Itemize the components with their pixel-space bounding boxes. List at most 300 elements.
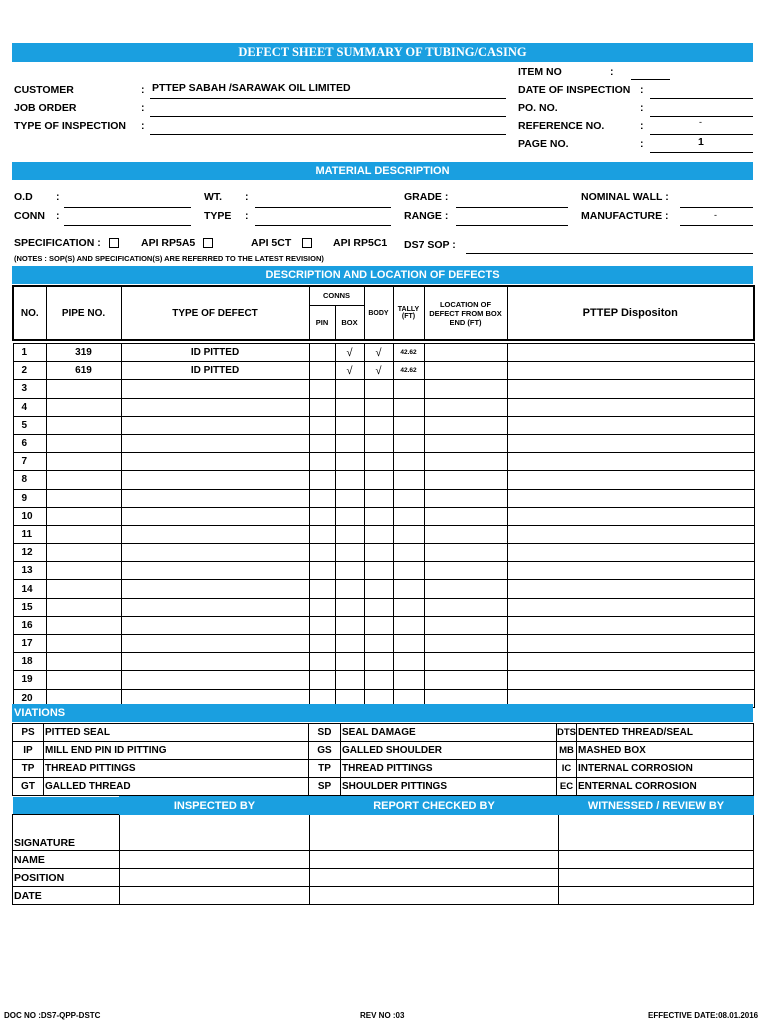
location-cell[interactable] (424, 653, 507, 671)
spec-option-5ct: API 5CT (251, 237, 292, 249)
manufacture-value: - (714, 210, 717, 220)
date-label: DATE (13, 887, 120, 905)
grade-field[interactable] (456, 207, 568, 208)
od-field[interactable] (64, 207, 191, 208)
abbreviation-description: THREAD PITTINGS (341, 760, 557, 778)
disposition-cell[interactable] (507, 434, 754, 452)
abbreviation-description: SEAL DAMAGE (341, 724, 557, 742)
col-header-conns: CONNS (309, 286, 364, 305)
pin-cell[interactable] (309, 380, 335, 398)
colon: : (640, 120, 644, 132)
job-order-field[interactable] (150, 116, 506, 117)
col-header-pipe-no: PIPE NO. (46, 286, 121, 340)
box-cell[interactable] (335, 562, 364, 580)
body-cell[interactable] (364, 525, 393, 543)
inspected-by-date[interactable] (120, 887, 310, 905)
box-cell[interactable] (335, 525, 364, 543)
pin-cell[interactable] (309, 635, 335, 653)
row-number: 13 (13, 562, 46, 580)
type-of-defect-cell[interactable] (121, 380, 309, 398)
document-title: DEFECT SHEET SUMMARY OF TUBING/CASING (12, 43, 753, 62)
pipe-no-cell[interactable] (46, 598, 121, 616)
location-cell[interactable] (424, 362, 507, 380)
row-number: 11 (13, 525, 46, 543)
row-number: 19 (13, 671, 46, 689)
abbreviation-row (13, 760, 754, 778)
abbreviation-code: TP (13, 760, 44, 778)
tally-cell[interactable] (393, 471, 424, 489)
witnessed-date[interactable] (559, 887, 754, 905)
col-header-box: BOX (335, 305, 364, 340)
location-cell[interactable] (424, 453, 507, 471)
location-cell[interactable] (424, 344, 507, 362)
row-number: 15 (13, 598, 46, 616)
tally-cell[interactable] (393, 635, 424, 653)
reference-no-label: REFERENCE NO. (518, 120, 605, 132)
customer-label: CUSTOMER (14, 84, 74, 96)
colon: : (245, 210, 249, 222)
disposition-cell[interactable] (507, 453, 754, 471)
body-cell[interactable] (364, 616, 393, 634)
pin-cell[interactable] (309, 471, 335, 489)
body-cell[interactable]: √ (364, 362, 393, 380)
pipe-no-cell[interactable] (46, 635, 121, 653)
disposition-cell[interactable] (507, 416, 754, 434)
defects-table-body (13, 344, 754, 708)
tally-cell[interactable] (393, 653, 424, 671)
abbreviation-description: PITTED SEAL (44, 724, 309, 742)
row-number: 17 (13, 635, 46, 653)
row-number: 3 (13, 380, 46, 398)
col-header-tally: TALLY (FT) (393, 286, 424, 340)
pipe-no-cell[interactable] (46, 507, 121, 525)
box-cell[interactable]: √ (335, 344, 364, 362)
wt-label: WT. (204, 191, 223, 203)
location-cell[interactable] (424, 416, 507, 434)
inspected-by-position[interactable] (120, 869, 310, 887)
pin-cell[interactable] (309, 489, 335, 507)
pin-cell[interactable] (309, 653, 335, 671)
conn-field[interactable] (64, 225, 191, 226)
abbreviation-description: DENTED THREAD/SEAL (577, 724, 754, 742)
table-row (13, 544, 754, 562)
type-of-defect-cell[interactable] (121, 507, 309, 525)
row-number: 2 (13, 362, 46, 380)
pipe-no-cell[interactable] (46, 471, 121, 489)
row-number: 18 (13, 653, 46, 671)
footer-effective-date: EFFECTIVE DATE:08.01.2016 (648, 1011, 759, 1020)
pipe-no-cell[interactable] (46, 580, 121, 598)
body-cell[interactable] (364, 380, 393, 398)
signoff-header-blank (13, 797, 120, 815)
pin-cell[interactable] (309, 616, 335, 634)
item-no-label: ITEM NO (518, 66, 562, 78)
location-cell[interactable] (424, 616, 507, 634)
location-cell[interactable] (424, 635, 507, 653)
body-cell[interactable] (364, 507, 393, 525)
type-of-inspection-field[interactable] (150, 134, 506, 135)
disposition-cell[interactable] (507, 525, 754, 543)
body-cell[interactable] (364, 489, 393, 507)
col-header-no: NO. (13, 286, 46, 340)
pin-cell[interactable] (309, 416, 335, 434)
table-row (13, 380, 754, 398)
witnessed-position[interactable] (559, 869, 754, 887)
col-header-type-of-defect: TYPE OF DEFECT (121, 286, 309, 340)
abbreviation-code: GS (309, 742, 341, 760)
location-cell[interactable] (424, 562, 507, 580)
report-checked-name[interactable] (310, 851, 559, 869)
body-cell[interactable] (364, 434, 393, 452)
date-of-inspection-label: DATE OF INSPECTION (518, 84, 631, 96)
range-field[interactable] (456, 225, 568, 226)
report-checked-by-header: REPORT CHECKED BY (310, 797, 559, 815)
type-of-defect-cell[interactable] (121, 453, 309, 471)
body-cell[interactable] (364, 598, 393, 616)
disposition-cell[interactable] (507, 580, 754, 598)
grade-label: GRADE : (404, 191, 449, 203)
box-cell[interactable] (335, 653, 364, 671)
body-cell[interactable] (364, 580, 393, 598)
abbreviation-code: TP (309, 760, 341, 778)
colon: : (56, 191, 60, 203)
box-cell[interactable]: √ (335, 362, 364, 380)
abbreviation-code: EC (557, 778, 577, 796)
pipe-no-cell[interactable] (46, 544, 121, 562)
material-description-bar: MATERIAL DESCRIPTION (12, 162, 753, 180)
row-number: 14 (13, 580, 46, 598)
disposition-cell[interactable] (507, 489, 754, 507)
tally-cell[interactable] (393, 580, 424, 598)
report-checked-position[interactable] (310, 869, 559, 887)
location-cell[interactable] (424, 671, 507, 689)
tally-cell[interactable] (393, 434, 424, 452)
customer-underline (150, 98, 506, 99)
table-row (13, 416, 754, 434)
inspected-by-name[interactable] (120, 851, 310, 869)
type-of-defect-cell[interactable] (121, 416, 309, 434)
report-checked-date[interactable] (310, 887, 559, 905)
pipe-no-cell[interactable] (46, 398, 121, 416)
body-cell[interactable] (364, 671, 393, 689)
type-of-defect-cell[interactable] (121, 671, 309, 689)
pin-cell[interactable] (309, 562, 335, 580)
tally-cell[interactable]: 42.62 (393, 344, 424, 362)
colon: : (640, 102, 644, 114)
ds7-sop-label: DS7 SOP : (404, 239, 456, 251)
tally-cell[interactable]: 42.62 (393, 362, 424, 380)
body-cell[interactable] (364, 653, 393, 671)
row-number: 1 (13, 344, 46, 362)
manufacture-field[interactable] (680, 225, 753, 226)
abbreviations-title: VIATIONS (14, 707, 66, 719)
tally-cell[interactable] (393, 671, 424, 689)
pipe-no-cell[interactable] (46, 671, 121, 689)
pipe-no-cell[interactable] (46, 562, 121, 580)
disposition-cell[interactable] (507, 507, 754, 525)
witnessed-by-header: WITNESSED / REVIEW BY (559, 797, 754, 815)
report-checked-signature[interactable] (310, 815, 559, 851)
type-of-defect-cell[interactable] (121, 635, 309, 653)
item-no-field[interactable] (631, 79, 670, 80)
tally-cell[interactable] (393, 489, 424, 507)
pipe-no-cell[interactable]: 619 (46, 362, 121, 380)
col-header-pin: PIN (309, 305, 335, 340)
colon: : (141, 102, 145, 114)
table-row (13, 489, 754, 507)
box-cell[interactable] (335, 471, 364, 489)
disposition-cell[interactable] (507, 471, 754, 489)
wt-field[interactable] (255, 207, 391, 208)
page-no-label: PAGE NO. (518, 138, 569, 150)
row-number: 6 (13, 434, 46, 452)
colon: : (141, 120, 145, 132)
customer-value: PTTEP SABAH /SARAWAK OIL LIMITED (152, 82, 351, 94)
type-of-defect-cell[interactable] (121, 471, 309, 489)
type-of-defect-cell[interactable]: ID PITTED (121, 362, 309, 380)
body-cell[interactable] (364, 416, 393, 434)
table-row (13, 344, 754, 362)
colon: : (245, 191, 249, 203)
date-of-inspection-field[interactable] (650, 98, 753, 99)
location-cell[interactable] (424, 471, 507, 489)
tally-cell[interactable] (393, 598, 424, 616)
body-cell[interactable] (364, 453, 393, 471)
box-cell[interactable] (335, 380, 364, 398)
inspected-by-signature[interactable] (120, 815, 310, 851)
row-number: 4 (13, 398, 46, 416)
pipe-no-cell[interactable] (46, 416, 121, 434)
body-cell[interactable] (364, 544, 393, 562)
pin-cell[interactable] (309, 544, 335, 562)
pin-cell[interactable] (309, 507, 335, 525)
tally-cell[interactable] (393, 453, 424, 471)
table-row (13, 616, 754, 634)
box-cell[interactable] (335, 616, 364, 634)
ds7-sop-field[interactable] (466, 253, 753, 254)
table-row (13, 471, 754, 489)
abbreviation-code: DTS (557, 724, 577, 742)
colon: : (141, 84, 145, 96)
specification-checkbox[interactable] (109, 238, 119, 248)
witnessed-name[interactable] (559, 851, 754, 869)
type-of-defect-cell[interactable] (121, 489, 309, 507)
table-row (13, 671, 754, 689)
pipe-no-cell[interactable] (46, 489, 121, 507)
box-cell[interactable] (335, 453, 364, 471)
tally-cell[interactable] (393, 544, 424, 562)
box-cell[interactable] (335, 434, 364, 452)
abbreviation-code: SP (309, 778, 341, 796)
location-cell[interactable] (424, 580, 507, 598)
box-cell[interactable] (335, 507, 364, 525)
signature-label: SIGNATURE (13, 815, 120, 851)
name-label: NAME (13, 851, 120, 869)
tally-cell[interactable] (393, 525, 424, 543)
disposition-cell[interactable] (507, 544, 754, 562)
abbreviations-bar (12, 704, 753, 722)
location-cell[interactable] (424, 380, 507, 398)
page-no-field[interactable] (650, 152, 753, 153)
abbreviation-code: GT (13, 778, 44, 796)
pipe-no-cell[interactable] (46, 434, 121, 452)
colon: : (610, 66, 614, 78)
tally-cell[interactable] (393, 380, 424, 398)
reference-no-field[interactable] (650, 134, 753, 135)
defects-section-bar: DESCRIPTION AND LOCATION OF DEFECTS (12, 266, 753, 284)
table-row (13, 434, 754, 452)
abbreviation-code: MB (557, 742, 577, 760)
notes-text: (NOTES : SOP(S) AND SPECIFICATION(S) ARE REFERRED TO THE LATEST REVISION) (14, 254, 324, 263)
disposition-cell[interactable] (507, 653, 754, 671)
type-of-defect-cell[interactable] (121, 544, 309, 562)
colon: : (56, 210, 60, 222)
disposition-cell[interactable] (507, 598, 754, 616)
abbreviation-row (13, 724, 754, 742)
location-cell[interactable] (424, 525, 507, 543)
defects-table (12, 285, 755, 708)
abbreviation-description: INTERNAL CORROSION (577, 760, 754, 778)
pin-cell[interactable] (309, 671, 335, 689)
abbreviation-row (13, 742, 754, 760)
abbreviation-code: PS (13, 724, 44, 742)
type-of-defect-cell[interactable] (121, 653, 309, 671)
table-row (13, 362, 754, 380)
box-cell[interactable] (335, 635, 364, 653)
type-of-defect-cell[interactable] (121, 616, 309, 634)
table-row (13, 525, 754, 543)
location-cell[interactable] (424, 544, 507, 562)
pin-cell[interactable] (309, 344, 335, 362)
disposition-cell[interactable] (507, 362, 754, 380)
reference-no-value: - (699, 117, 702, 127)
table-row (13, 398, 754, 416)
body-cell[interactable] (364, 635, 393, 653)
tally-cell[interactable] (393, 416, 424, 434)
abbreviation-row (13, 778, 754, 796)
manufacture-label: MANUFACTURE : (581, 210, 669, 222)
pin-cell[interactable] (309, 434, 335, 452)
pipe-no-cell[interactable] (46, 653, 121, 671)
pipe-no-cell[interactable] (46, 616, 121, 634)
type-label: TYPE (204, 210, 232, 222)
box-cell[interactable] (335, 398, 364, 416)
pin-cell[interactable] (309, 398, 335, 416)
row-number: 9 (13, 489, 46, 507)
abbreviation-code: IP (13, 742, 44, 760)
range-label: RANGE : (404, 210, 449, 222)
pipe-no-cell[interactable] (46, 380, 121, 398)
location-cell[interactable] (424, 398, 507, 416)
col-header-body: BODY (364, 286, 393, 340)
pin-cell[interactable] (309, 598, 335, 616)
disposition-cell[interactable] (507, 562, 754, 580)
od-label: O.D (14, 191, 33, 203)
signoff-table (12, 796, 754, 905)
pipe-no-cell[interactable] (46, 453, 121, 471)
tally-cell[interactable] (393, 562, 424, 580)
nominal-wall-field[interactable] (680, 207, 753, 208)
disposition-cell[interactable] (507, 344, 754, 362)
box-cell[interactable] (335, 671, 364, 689)
row-number: 5 (13, 416, 46, 434)
type-of-defect-cell[interactable] (121, 580, 309, 598)
rp5a5-checkbox[interactable] (203, 238, 213, 248)
tally-cell[interactable] (393, 398, 424, 416)
type-of-defect-cell[interactable] (121, 562, 309, 580)
location-cell[interactable] (424, 489, 507, 507)
5ct-checkbox[interactable] (302, 238, 312, 248)
colon: : (640, 138, 644, 150)
tally-cell[interactable] (393, 616, 424, 634)
spec-option-rp5a5: API RP5A5 (141, 237, 196, 249)
type-of-defect-cell[interactable] (121, 598, 309, 616)
location-cell[interactable] (424, 507, 507, 525)
abbreviation-description: GALLED SHOULDER (341, 742, 557, 760)
witnessed-signature[interactable] (559, 815, 754, 851)
pin-cell[interactable] (309, 453, 335, 471)
spec-option-rp5c1: API RP5C1 (333, 237, 388, 249)
box-cell[interactable] (335, 544, 364, 562)
pin-cell[interactable] (309, 362, 335, 380)
conn-label: CONN (14, 210, 45, 222)
abbreviation-description: THREAD PITTINGS (44, 760, 309, 778)
pin-cell[interactable] (309, 525, 335, 543)
type-field[interactable] (255, 225, 391, 226)
pipe-no-cell[interactable] (46, 525, 121, 543)
type-of-defect-cell[interactable] (121, 434, 309, 452)
disposition-cell[interactable] (507, 398, 754, 416)
location-cell[interactable] (424, 598, 507, 616)
type-of-inspection-label: TYPE OF INSPECTION (14, 120, 127, 132)
table-row (13, 562, 754, 580)
disposition-cell[interactable] (507, 380, 754, 398)
abbreviation-code: SD (309, 724, 341, 742)
box-cell[interactable] (335, 580, 364, 598)
table-row (13, 453, 754, 471)
table-row (13, 653, 754, 671)
table-row (13, 580, 754, 598)
col-header-location: LOCATION OF DEFECT FROM BOX END (FT) (424, 286, 507, 340)
inspected-by-header: INSPECTED BY (120, 797, 310, 815)
box-cell[interactable] (335, 416, 364, 434)
box-cell[interactable] (335, 489, 364, 507)
colon: : (640, 84, 644, 96)
pin-cell[interactable] (309, 580, 335, 598)
abbreviation-description: GALLED THREAD (44, 778, 309, 796)
row-number: 20 (13, 689, 46, 707)
type-of-defect-cell[interactable]: ID PITTED (121, 344, 309, 362)
disposition-cell[interactable] (507, 635, 754, 653)
type-of-defect-cell[interactable] (121, 398, 309, 416)
abbreviation-code: IC (557, 760, 577, 778)
type-of-defect-cell[interactable] (121, 525, 309, 543)
body-cell[interactable]: √ (364, 344, 393, 362)
body-cell[interactable] (364, 562, 393, 580)
box-cell[interactable] (335, 598, 364, 616)
body-cell[interactable] (364, 398, 393, 416)
abbreviation-description: SHOULDER PITTINGS (341, 778, 557, 796)
disposition-cell[interactable] (507, 671, 754, 689)
po-no-label: PO. NO. (518, 102, 558, 114)
row-number: 8 (13, 471, 46, 489)
disposition-cell[interactable] (507, 616, 754, 634)
abbreviations-table (12, 723, 754, 796)
body-cell[interactable] (364, 471, 393, 489)
pipe-no-cell[interactable]: 319 (46, 344, 121, 362)
tally-cell[interactable] (393, 507, 424, 525)
location-cell[interactable] (424, 434, 507, 452)
